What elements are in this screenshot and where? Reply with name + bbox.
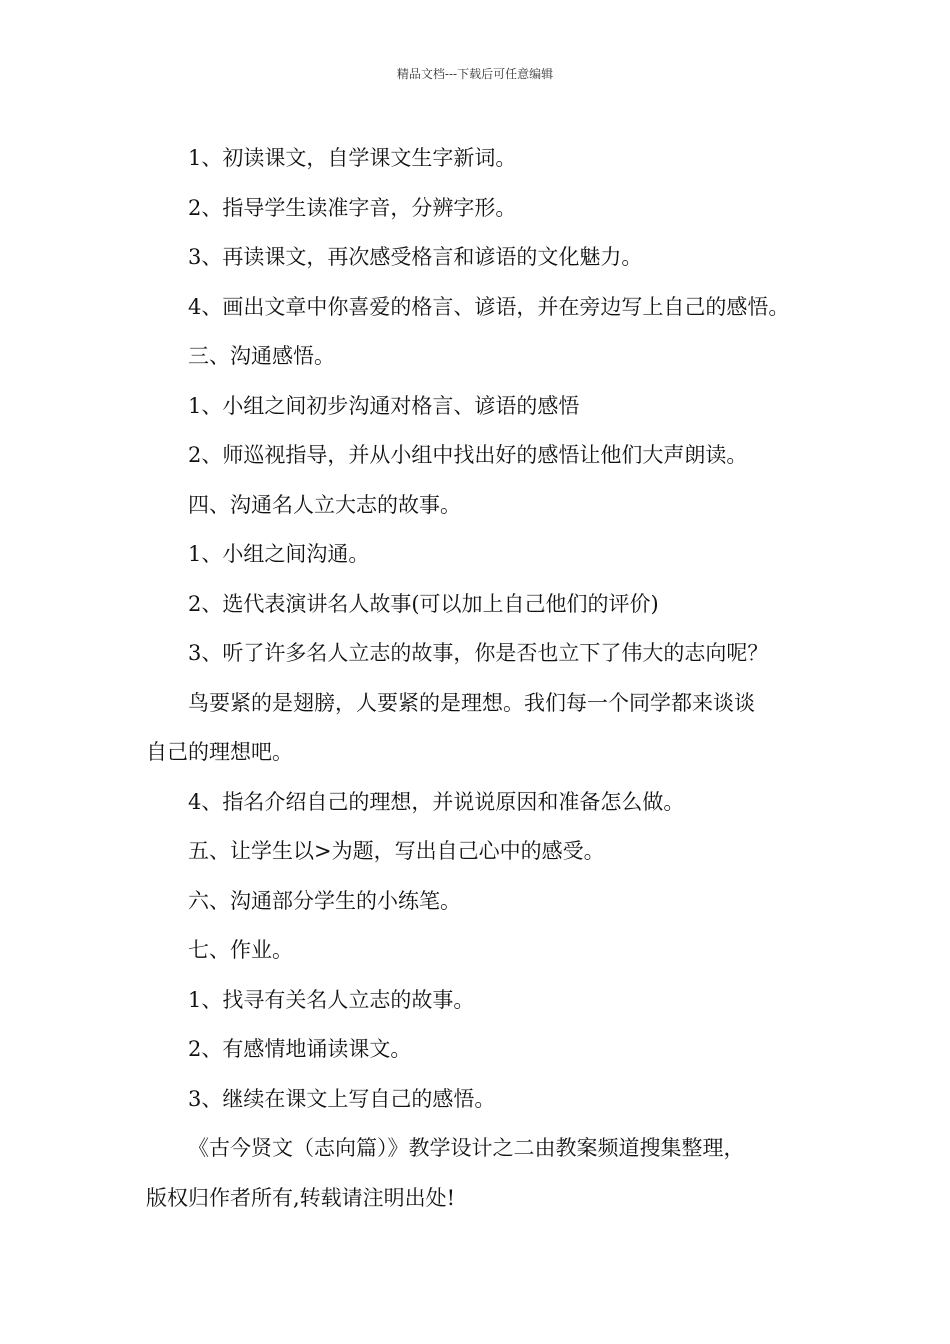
text-line: 版权归作者所有,转载请注明出处! xyxy=(146,1185,456,1210)
text-line: 4、画出文章中你喜爱的格言、谚语，并在旁边写上自己的感悟。 xyxy=(188,294,790,319)
text-line: 2、选代表演讲名人故事(可以加上自己他们的评价) xyxy=(188,591,659,616)
text-line: 2、师巡视指导，并从小组中找出好的感悟让他们大声朗读。 xyxy=(188,443,748,467)
text-line: 鸟要紧的是翅膀，人要紧的是理想。我们每一个同学都来谈谈 xyxy=(188,690,755,715)
text-line: 1、初读课文，自学课文生字新词。 xyxy=(188,146,517,170)
text-line: 3、继续在课文上写自己的感悟。 xyxy=(188,1086,496,1111)
text-line: 1、找寻有关名人立志的故事。 xyxy=(188,987,475,1012)
page-header: 精品文档---下载后可任意编辑 xyxy=(396,67,554,81)
text-line: 自己的理想吧。 xyxy=(146,740,293,764)
text-line: 3、听了许多名人立志的故事，你是否也立下了伟大的志向呢？ xyxy=(188,641,769,665)
document-body xyxy=(146,134,826,1223)
text-line: 2、有感情地诵读课文。 xyxy=(188,1037,412,1061)
text-line: 四、沟通名人立大志的故事。 xyxy=(188,492,461,517)
text-line: 4、指名介绍自己的理想，并说说原因和准备怎么做。 xyxy=(188,789,685,814)
text-line: 《古今贤文（志向篇）》教学设计之二由教案频道搜集整理， xyxy=(188,1136,745,1160)
text-line: 三、沟通感悟。 xyxy=(188,344,335,368)
text-line: 2、指导学生读准字音，分辨字形。 xyxy=(188,195,517,220)
text-line: 七、作业。 xyxy=(188,938,293,962)
text-line: 3、再读课文，再次感受格言和谚语的文化魅力。 xyxy=(188,245,643,269)
text-line: 1、小组之间初步沟通对格言、谚语的感悟 xyxy=(188,393,580,418)
text-line: 五、让学生以>为题，写出自己心中的感受。 xyxy=(188,839,605,863)
text-line: 六、沟通部分学生的小练笔。 xyxy=(188,888,461,913)
text-line: 1、小组之间沟通。 xyxy=(188,542,370,566)
